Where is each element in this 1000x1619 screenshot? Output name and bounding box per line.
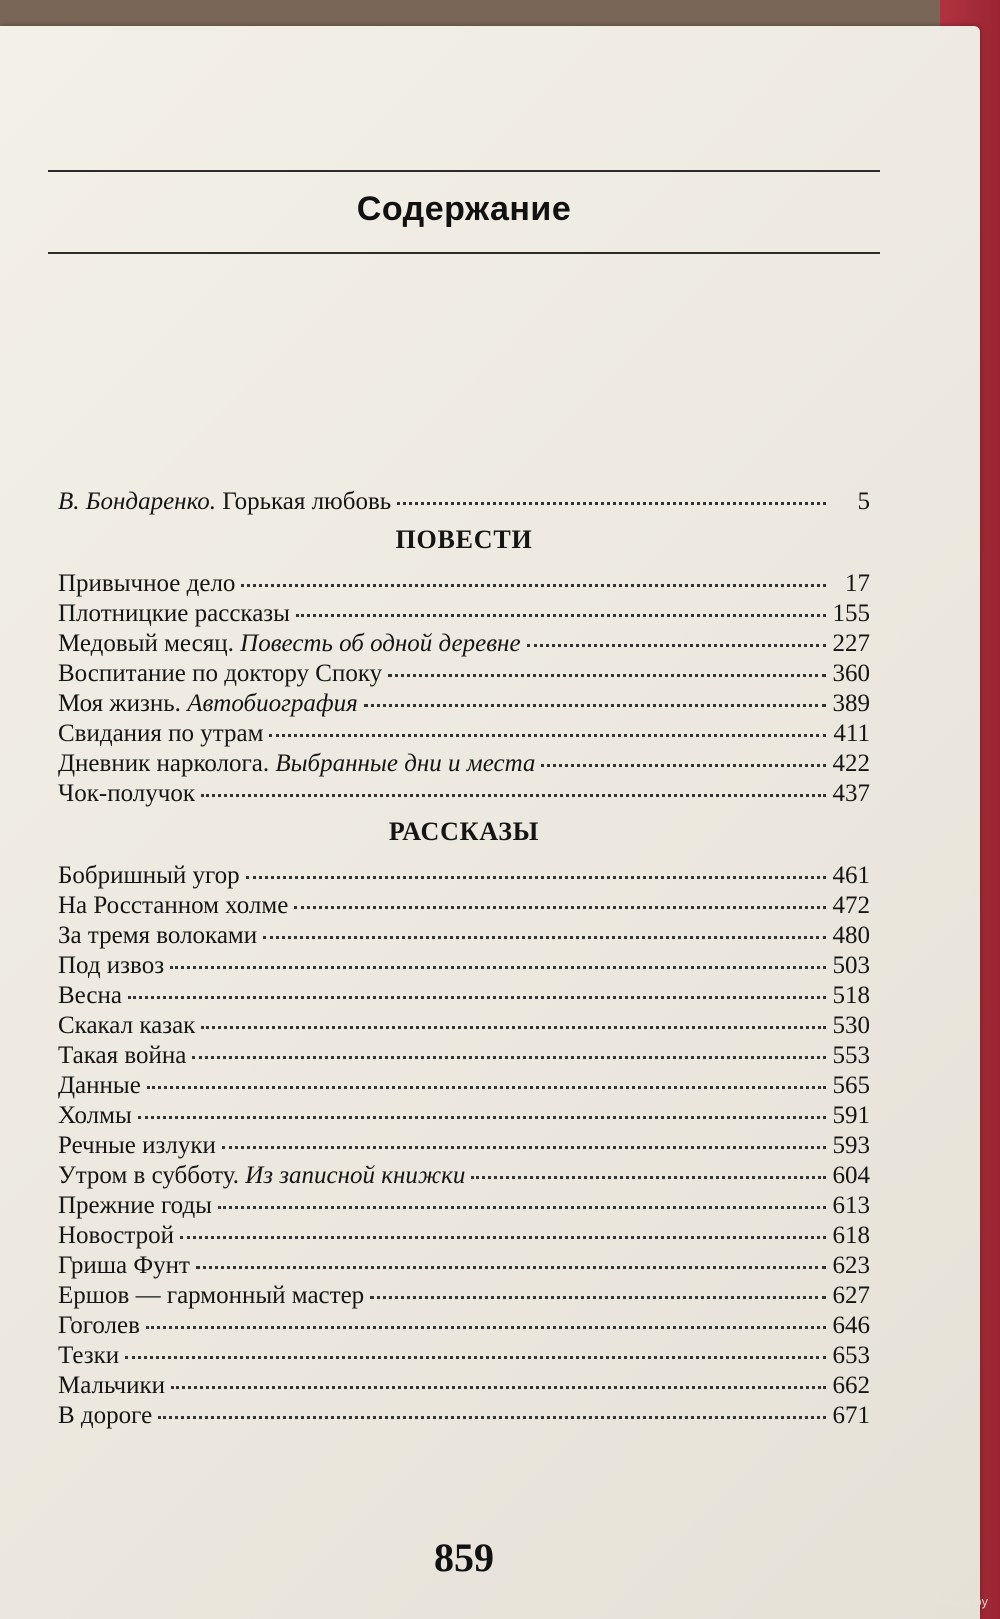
toc-entry <box>58 774 870 807</box>
toc-entry-name: Тезки <box>58 1342 120 1369</box>
toc-entry-name: Скакал казак <box>58 1012 196 1039</box>
toc-leader-dots <box>246 852 826 879</box>
toc-leader-dots <box>146 1302 826 1329</box>
page-number: 859 <box>434 1535 494 1580</box>
toc-leader-dots <box>180 1212 826 1239</box>
toc-entry-name: Медовый месяц. <box>58 630 234 657</box>
toc-leader-dots <box>296 590 826 617</box>
toc-entry-subtitle: Автобиография <box>187 690 358 717</box>
section-heading: ПОВЕСТИ <box>395 525 533 554</box>
toc-page-number: 613 <box>832 1192 870 1219</box>
toc-page-number: 623 <box>832 1252 870 1279</box>
toc-entry-name: Воспитание по доктору Споку <box>58 660 383 687</box>
toc-entry-name: Прежние годы <box>58 1192 212 1219</box>
toc-entry-name: Плотницкие рассказы <box>58 600 290 627</box>
toc-entry-title <box>58 779 195 809</box>
toc-page-number: 503 <box>832 952 870 979</box>
toc-entry-name: Новострой <box>58 1222 175 1249</box>
toc-leader-dots <box>218 1182 826 1209</box>
toc-entry-name: Чок-получок <box>58 780 195 807</box>
toc-entry-name: Гоголев <box>58 1312 140 1339</box>
toc-entry-name: Утром в субботу. <box>58 1162 239 1189</box>
toc-leader-dots <box>138 1092 826 1119</box>
section-heading: РАССКАЗЫ <box>388 817 540 846</box>
toc-entry-intro <box>58 482 870 515</box>
book-page <box>0 26 980 1619</box>
toc-entry-name: Привычное дело <box>58 570 236 597</box>
toc-entry-name: Мальчики <box>58 1372 165 1399</box>
toc-page-number: 480 <box>832 922 870 949</box>
toc-entry-subtitle: Выбранные дни и места <box>275 750 536 777</box>
toc-entry-name: Весна <box>58 982 122 1009</box>
page-title: Содержание <box>356 190 572 228</box>
toc-leader-dots <box>128 972 826 999</box>
toc-leader-dots <box>397 478 826 505</box>
toc-leader-dots <box>222 1122 826 1149</box>
page-content <box>58 26 870 1619</box>
toc-page-number: 472 <box>832 892 870 919</box>
toc-entry-title <box>58 1341 119 1371</box>
toc-entry-name: Холмы <box>58 1102 132 1129</box>
toc-entry-title <box>58 1251 190 1281</box>
toc-entry-title <box>58 1401 152 1431</box>
toc-entry-name: Речные излуки <box>58 1132 216 1159</box>
toc-page-number: 653 <box>832 1342 870 1369</box>
toc-leader-dots <box>192 1032 826 1059</box>
toc-entry-name: На Росстанном холме <box>58 892 289 919</box>
toc-entry-name: Моя жизнь. <box>58 690 181 717</box>
toc-entry-title <box>58 1101 132 1131</box>
toc-leader-dots <box>471 1152 826 1179</box>
toc-entry-subtitle: Из записной книжки <box>245 1162 466 1189</box>
toc-page-number: 593 <box>832 1132 870 1159</box>
toc-leader-dots <box>196 1242 826 1269</box>
toc-entry-title <box>58 1131 216 1161</box>
toc-page-number: 646 <box>832 1312 870 1339</box>
toc-entry-title <box>58 981 122 1011</box>
toc-leader-dots <box>269 710 826 737</box>
toc-entry-name: Горькая любовь <box>222 488 392 515</box>
toc-page-number: 565 <box>832 1072 870 1099</box>
toc-entry-name: Бобришный угор <box>58 862 240 889</box>
toc-entry-name: Такая война <box>58 1042 187 1069</box>
toc-entry-title <box>58 861 240 891</box>
toc-entry-name: Данные <box>58 1072 141 1099</box>
toc-page-number: 422 <box>832 750 870 777</box>
watermark: www.ay.by <box>926 1594 988 1609</box>
toc-leader-dots <box>125 1332 826 1359</box>
toc-leader-dots <box>541 740 826 767</box>
title-rule-top <box>48 170 880 172</box>
toc-page-number: 155 <box>832 600 870 627</box>
toc-leader-dots <box>388 650 826 677</box>
toc-entry-subtitle: Повесть об одной деревне <box>240 630 521 657</box>
toc-leader-dots <box>527 620 826 647</box>
toc-leader-dots <box>170 942 826 969</box>
title-rule-bottom <box>48 252 880 254</box>
toc-page-number: 671 <box>832 1402 870 1429</box>
toc-page-number: 5 <box>857 488 870 515</box>
toc-leader-dots <box>364 680 826 707</box>
toc-leader-dots <box>241 560 826 587</box>
toc-entry-title <box>58 599 290 629</box>
toc-entry-name: Свидания по утрам <box>58 720 264 747</box>
toc-entry-name: Гриша Фунт <box>58 1252 190 1279</box>
toc-entry-author: В. Бондаренко. <box>58 488 217 515</box>
toc-page-number: 461 <box>832 862 870 889</box>
toc-entry-name: Под извоз <box>58 952 165 979</box>
toc-entry-title <box>58 1071 141 1101</box>
toc-entry-name: За тремя волоками <box>58 922 258 949</box>
toc-page-number: 627 <box>832 1282 870 1309</box>
toc-page-number: 17 <box>845 570 870 597</box>
toc-leader-dots <box>147 1062 826 1089</box>
toc-page-number: 618 <box>832 1222 870 1249</box>
toc-entry-name: Дневник нарколога. <box>58 750 270 777</box>
toc-entry-title <box>58 1371 165 1401</box>
toc-page-number: 360 <box>832 660 870 687</box>
toc-page-number: 437 <box>832 780 870 807</box>
toc-leader-dots <box>158 1392 826 1419</box>
toc-page-number: 530 <box>832 1012 870 1039</box>
toc-leader-dots <box>294 882 826 909</box>
toc-page-number: 227 <box>832 630 870 657</box>
toc-page-number: 518 <box>832 982 870 1009</box>
toc-entry-title <box>58 719 263 749</box>
toc-entry-name: Ершов — гармонный мастер <box>58 1282 365 1309</box>
toc-entry-name: В дороге <box>58 1402 153 1429</box>
table-of-contents <box>58 482 870 1429</box>
toc-entry-title <box>58 659 382 689</box>
toc-entry <box>58 1396 870 1429</box>
toc-leader-dots <box>171 1362 826 1389</box>
toc-entry-title <box>58 1011 195 1041</box>
toc-entry-title <box>58 1221 174 1251</box>
toc-page-number: 553 <box>832 1042 870 1069</box>
toc-page-number: 604 <box>832 1162 870 1189</box>
toc-entry-title <box>58 487 391 517</box>
toc-page-number: 411 <box>833 720 870 747</box>
toc-page-number: 591 <box>832 1102 870 1129</box>
toc-entry-title <box>58 569 235 599</box>
toc-page-number: 662 <box>832 1372 870 1399</box>
toc-leader-dots <box>263 912 826 939</box>
toc-leader-dots <box>201 770 826 797</box>
toc-entry-title <box>58 891 288 921</box>
toc-leader-dots <box>201 1002 826 1029</box>
toc-page-number: 389 <box>832 690 870 717</box>
toc-sections <box>58 520 870 1429</box>
toc-leader-dots <box>370 1272 826 1299</box>
